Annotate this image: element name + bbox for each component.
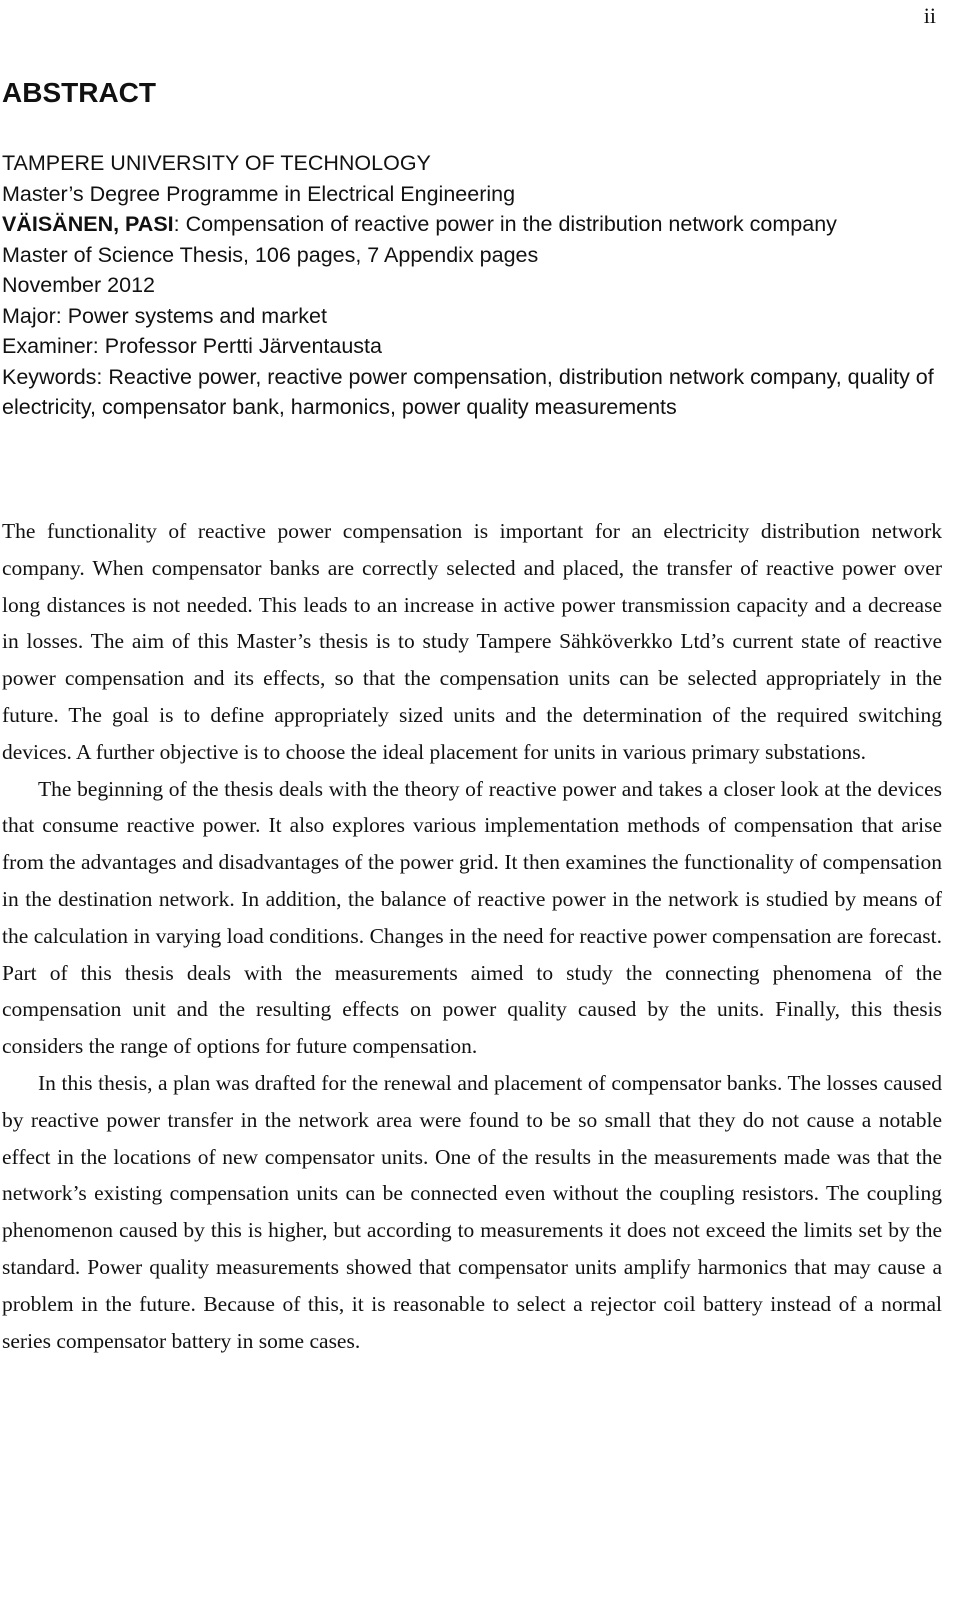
abstract-paragraph-3: In this thesis, a plan was drafted for the renewal and placement of compensator banks. The losses caused by reactive power transfer in the network area were found to be so small that they do not cause a notable effect in the locations of new compensator units. One of the results in the measurements made was that the network’s existing compensation units can be connected even without the coupling resistors. The coupling phenomenon caused by this is higher, but according to measurements it does not exceed the limits set by the standard. Power quality measurements showed that compensator units amplify harmonics that may cause a problem in the future. Because of this, it is reasonable to select a rejector coil battery instead of a normal series compensator battery in some cases. bbox=[2, 1070, 942, 1353]
author-and-title bbox=[2, 209, 942, 240]
university-name: TAMPERE UNIVERSITY OF TECHNOLOGY bbox=[2, 151, 431, 175]
abstract-heading: ABSTRACT bbox=[2, 77, 156, 108]
abstract-body bbox=[2, 513, 942, 1359]
thesis-title: : Compensation of reactive power in the distribution network company bbox=[173, 212, 837, 236]
thesis-date: November 2012 bbox=[2, 273, 155, 297]
thesis-metadata bbox=[2, 148, 942, 423]
examiner: Examiner: Professor Pertti Järventausta bbox=[2, 334, 382, 358]
abstract-paragraph-2: The beginning of the thesis deals with the theory of reactive power and takes a closer look at the devices that consume reactive power. It also explores various implementation methods of compensation that arise from the advantages and disadvantages of the power grid. It then examines the functionality of compensation in the destination network. In addition, the balance of reactive power in the network is studied by means of the calculation in varying load conditions. Changes in the need for reactive power compensation are forecast. Part of this thesis deals with the measurements aimed to study the connecting phenomena of the compensation unit and the resulting effects on power quality caused by the units. Finally, this thesis considers the range of options for future compensation. bbox=[2, 776, 942, 1059]
keywords: Keywords: Reactive power, reactive power compensation, distribution network company, quality of electricity, compensator bank, harmonics, power quality measurements bbox=[2, 364, 934, 419]
major: Major: Power systems and market bbox=[2, 303, 327, 328]
thesis-info: Master of Science Thesis, 106 pages, 7 Appendix pages bbox=[2, 242, 539, 267]
author-name: VÄISÄNEN, PASI bbox=[2, 212, 174, 236]
page-number: ii bbox=[923, 3, 936, 28]
degree-programme: Master’s Degree Programme in Electrical Engineering bbox=[2, 181, 516, 206]
abstract-paragraph-1: The functionality of reactive power compensation is important for an electricity distribution network company. When compensator banks are correctly selected and placed, the transfer of reactive power over long distances is not needed. This leads to an increase in active power transmission capacity and a decrease in losses. The aim of this Master’s thesis is to study Tampere Sähköverkko Ltd’s current state of reactive power compensation and its effects, so that the compensation units can be selected appropriately in the future. The goal is to define appropriately sized units and the determination of the required switching devices. A further objective is to choose the ideal placement for units in various primary substations. bbox=[2, 519, 942, 764]
